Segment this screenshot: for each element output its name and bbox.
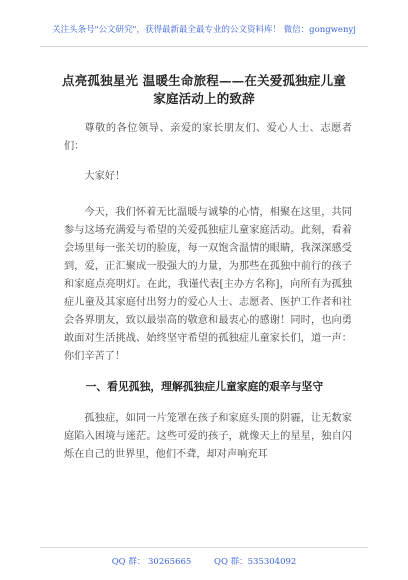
document-title: 点亮孤独星光 温暖生命旅程——在关爱孤独症儿童家庭活动上的致辞	[62, 73, 346, 106]
footer-qq-2: QQ 群：535304092	[214, 557, 297, 567]
paragraph-2: 孤独症，如同一片笼罩在孩子和家庭头顶的阴霾，让无数家庭陷入困境与迷茫。这些可爱的孩子，就像天上的星星，独自闪烁在自己的世界里，他们不聋，却对声响充耳	[64, 413, 352, 460]
header-banner	[40, 24, 368, 47]
footer-qq-1: QQ 群： 30265665	[111, 557, 192, 567]
document-body	[64, 120, 352, 476]
paragraph-1: 今天，我们怀着无比温暖与诚挚的心情，相聚在这里，共同参与这场充满爱与希望的关爱孤独症儿童家庭活动。此刻，看着会场里每一张关切的脸庞，每一双饱含温情的眼睛，我深深感受到，爱，正汇聚成一股强大的力量，为那些在孤独中前行的孩子和家庭点亮明灯。在此，我谨代表[主办方名称]，向所有为孤独症儿童及其家庭付出努力的爱心人士、志愿者、医护工作者和社会各界朋友，致以最崇高的敬意和最衷心的感谢！同时，也向勇敢面对生活挑战、始终坚守希望的孤独症儿童家长们，道一声：你们辛苦了！	[64, 207, 352, 362]
footer-banner	[40, 547, 368, 568]
greeting: 大家好！	[84, 171, 126, 182]
header-notice: 关注头条号"公文研究"，获得最新最全最专业的公文资料库！ 微信：gongwenyj	[52, 25, 356, 35]
section-heading-1: 一、看见孤独，理解孤独症儿童家庭的艰辛与坚守	[85, 380, 324, 393]
salutation: 尊敬的各位领导、亲爱的家长朋友们、爱心人士、志愿者们：	[64, 123, 352, 152]
